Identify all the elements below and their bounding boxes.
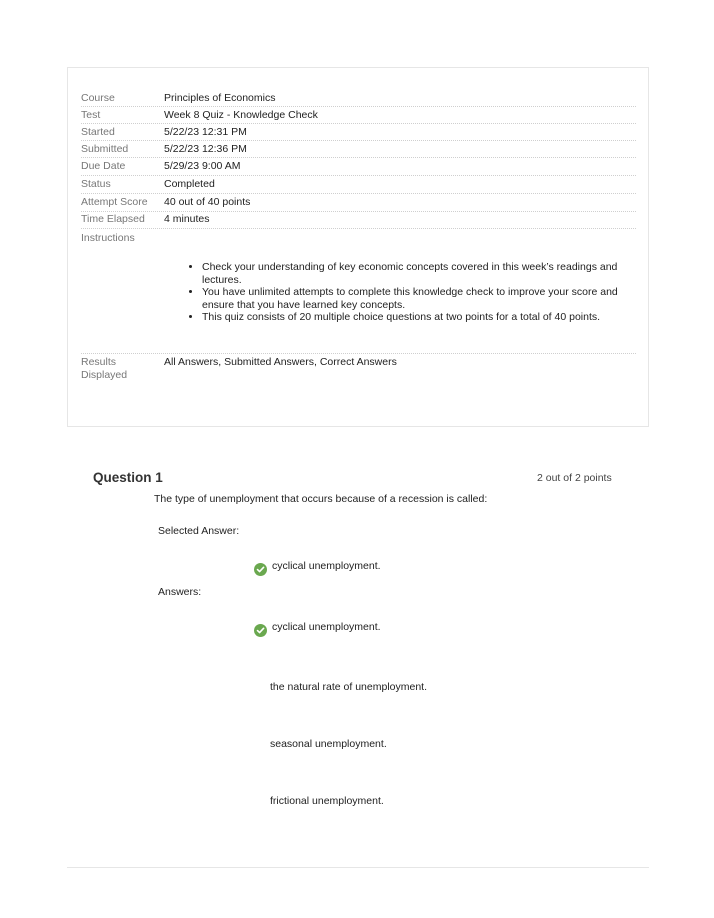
detail-value: All Answers, Submitted Answers, Correct Answers [164, 356, 397, 368]
selected-answer-label: Selected Answer: [158, 525, 240, 537]
question-text: The type of unemployment that occurs because of a recession is called: [154, 493, 488, 505]
answer-option: frictional unemployment. [270, 795, 384, 807]
instruction-item: • You have unlimited attempts to complete this knowledge check to improve your score and ensure that you have learned key concepts. [202, 286, 642, 311]
detail-value: 40 out of 40 points [164, 196, 251, 208]
answer-option: seasonal unemployment. [270, 738, 387, 750]
detail-row-course [81, 90, 636, 107]
question-points: 2 out of 2 points [537, 472, 612, 484]
detail-label: Time Elapsed [81, 213, 145, 225]
detail-row-attempt-score [81, 194, 636, 212]
detail-value: Week 8 Quiz - Knowledge Check [164, 109, 318, 121]
detail-label: Started [81, 126, 115, 138]
instruction-item: • Check your understanding of key economic concepts covered in this week’s readings and lectures. [202, 261, 642, 286]
question-title: Question 1 [93, 470, 163, 485]
detail-row-time-elapsed [81, 211, 636, 229]
detail-value: 5/29/23 9:00 AM [164, 160, 241, 172]
instruction-item: • This quiz consists of 20 multiple choice questions at two points for a total of 40 points. [202, 311, 642, 324]
detail-row-status [81, 176, 636, 194]
detail-label: Submitted [81, 143, 129, 155]
detail-value: 5/22/23 12:31 PM [164, 126, 247, 138]
instructions-list [186, 261, 642, 324]
detail-label: Instructions [81, 232, 135, 244]
divider [67, 867, 649, 868]
detail-row-test [81, 107, 636, 124]
detail-label: Course [81, 92, 115, 104]
answers-label: Answers: [158, 586, 202, 598]
detail-row-started [81, 124, 636, 141]
answer-option: the natural rate of unemployment. [270, 681, 428, 693]
detail-row-submitted [81, 141, 636, 158]
check-circle-icon [254, 624, 267, 637]
detail-label: Due Date [81, 160, 126, 172]
detail-value: 5/22/23 12:36 PM [164, 143, 247, 155]
detail-value: Principles of Economics [164, 92, 276, 104]
detail-label: Attempt Score [81, 196, 148, 208]
detail-label: Status [81, 178, 111, 190]
check-circle-icon [254, 563, 267, 576]
attempt-summary-panel [67, 67, 649, 427]
detail-label: Results Displayed [81, 356, 128, 381]
detail-value: Completed [164, 178, 215, 190]
detail-label: Test [81, 109, 101, 121]
answer-option-correct: cyclical unemployment. [272, 621, 381, 633]
selected-answer: cyclical unemployment. [272, 560, 381, 572]
detail-row-due-date [81, 158, 636, 176]
detail-row-results-displayed [81, 354, 636, 394]
detail-value: 4 minutes [164, 213, 210, 225]
